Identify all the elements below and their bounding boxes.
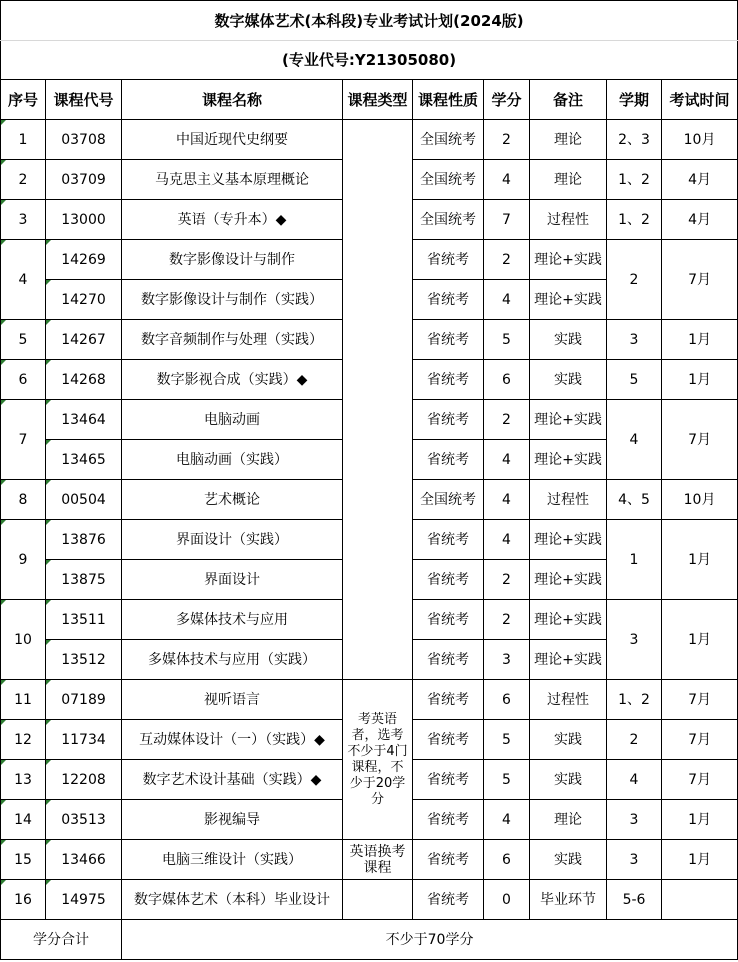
cell-note: 理论+实践 — [530, 240, 607, 280]
cell-nature: 省统考 — [413, 240, 484, 280]
cell-credit: 4 — [484, 520, 530, 560]
cell-code: 13464 — [46, 400, 122, 440]
header-name: 课程名称 — [122, 80, 343, 120]
cell-marker-icon — [46, 840, 51, 845]
cell-marker-icon — [46, 400, 51, 405]
cell-name: 数字音频制作与处理（实践） — [122, 320, 343, 360]
cell-exam-time: 10月 — [662, 480, 738, 520]
cell-nature: 省统考 — [413, 720, 484, 760]
cell-name: 多媒体技术与应用 — [122, 600, 343, 640]
cell-type-english-option: 考英语者，选考不少于4门课程，不少于20学分 — [343, 680, 413, 840]
cell-semester: 3 — [607, 600, 662, 680]
cell-code: 14270 — [46, 280, 122, 320]
header-type: 课程类型 — [343, 80, 413, 120]
total-label: 学分合计 — [1, 920, 122, 960]
header-code: 课程代号 — [46, 80, 122, 120]
cell-exam-time: 4月 — [662, 200, 738, 240]
cell-nature: 省统考 — [413, 440, 484, 480]
cell-code: 14268 — [46, 360, 122, 400]
cell-credit: 4 — [484, 280, 530, 320]
cell-credit: 2 — [484, 240, 530, 280]
cell-credit: 2 — [484, 600, 530, 640]
cell-marker-icon — [1, 480, 6, 485]
cell-nature: 省统考 — [413, 560, 484, 600]
cell-nature: 省统考 — [413, 320, 484, 360]
cell-name: 数字影像设计与制作（实践） — [122, 280, 343, 320]
cell-name: 影视编导 — [122, 800, 343, 840]
cell-seq: 10 — [1, 600, 46, 680]
cell-credit: 5 — [484, 320, 530, 360]
cell-exam-time — [662, 880, 738, 920]
cell-name: 视听语言 — [122, 680, 343, 720]
cell-exam-time: 7月 — [662, 240, 738, 320]
cell-marker-icon — [46, 800, 51, 805]
cell-code: 00504 — [46, 480, 122, 520]
cell-seq: 16 — [1, 880, 46, 920]
major-code: (专业代号:Y21305080) — [1, 41, 738, 80]
cell-note: 理论+实践 — [530, 640, 607, 680]
cell-code: 13511 — [46, 600, 122, 640]
cell-seq: 2 — [1, 160, 46, 200]
cell-nature: 全国统考 — [413, 200, 484, 240]
cell-code: 13512 — [46, 640, 122, 680]
cell-marker-icon — [46, 360, 51, 365]
cell-seq: 9 — [1, 520, 46, 600]
cell-nature: 省统考 — [413, 280, 484, 320]
cell-credit: 6 — [484, 680, 530, 720]
cell-code: 13465 — [46, 440, 122, 480]
cell-marker-icon — [46, 880, 51, 885]
cell-code: 03708 — [46, 120, 122, 160]
header-semester: 学期 — [607, 80, 662, 120]
cell-type — [343, 880, 413, 920]
cell-semester: 3 — [607, 800, 662, 840]
cell-note: 理论+实践 — [530, 440, 607, 480]
cell-code: 11734 — [46, 720, 122, 760]
header-note: 备注 — [530, 80, 607, 120]
cell-marker-icon — [46, 760, 51, 765]
cell-type-english-replace: 英语换考课程 — [343, 840, 413, 880]
cell-seq: 1 — [1, 120, 46, 160]
cell-note: 理论 — [530, 120, 607, 160]
cell-seq: 4 — [1, 240, 46, 320]
cell-marker-icon — [1, 120, 6, 125]
cell-seq: 14 — [1, 800, 46, 840]
cell-code: 14269 — [46, 240, 122, 280]
cell-name: 电脑动画（实践） — [122, 440, 343, 480]
cell-nature: 全国统考 — [413, 160, 484, 200]
cell-exam-time: 4月 — [662, 160, 738, 200]
cell-marker-icon — [1, 400, 6, 405]
cell-seq: 12 — [1, 720, 46, 760]
cell-seq: 7 — [1, 400, 46, 480]
cell-exam-time: 1月 — [662, 800, 738, 840]
cell-name: 艺术概论 — [122, 480, 343, 520]
cell-code: 13000 — [46, 200, 122, 240]
cell-exam-time: 7月 — [662, 720, 738, 760]
page-title: 数字媒体艺术(本科段)专业考试计划(2024版) — [1, 1, 738, 41]
cell-marker-icon — [46, 560, 51, 565]
cell-marker-icon — [46, 280, 51, 285]
cell-name: 中国近现代史纲要 — [122, 120, 343, 160]
cell-credit: 3 — [484, 640, 530, 680]
cell-semester: 3 — [607, 840, 662, 880]
cell-nature: 省统考 — [413, 520, 484, 560]
cell-semester: 4、5 — [607, 480, 662, 520]
cell-marker-icon — [1, 840, 6, 845]
cell-semester: 5-6 — [607, 880, 662, 920]
cell-nature: 全国统考 — [413, 120, 484, 160]
cell-credit: 4 — [484, 480, 530, 520]
cell-note: 理论 — [530, 800, 607, 840]
cell-exam-time: 1月 — [662, 320, 738, 360]
cell-seq: 15 — [1, 840, 46, 880]
cell-seq: 5 — [1, 320, 46, 360]
cell-name: 界面设计（实践） — [122, 520, 343, 560]
cell-note: 过程性 — [530, 480, 607, 520]
cell-name: 数字媒体艺术（本科）毕业设计 — [122, 880, 343, 920]
table-row — [1, 840, 738, 880]
cell-exam-time: 7月 — [662, 400, 738, 480]
header-row — [1, 80, 738, 120]
cell-code: 03513 — [46, 800, 122, 840]
cell-name: 电脑三维设计（实践） — [122, 840, 343, 880]
cell-name: 电脑动画 — [122, 400, 343, 440]
cell-semester: 2 — [607, 720, 662, 760]
cell-name: 界面设计 — [122, 560, 343, 600]
cell-type — [343, 120, 413, 680]
cell-semester: 1 — [607, 520, 662, 600]
cell-note: 理论 — [530, 160, 607, 200]
cell-semester: 1、2 — [607, 680, 662, 720]
cell-marker-icon — [1, 680, 6, 685]
cell-marker-icon — [1, 520, 6, 525]
cell-seq: 6 — [1, 360, 46, 400]
cell-name: 数字艺术设计基础（实践）◆ — [122, 760, 343, 800]
cell-code: 07189 — [46, 680, 122, 720]
cell-marker-icon — [46, 480, 51, 485]
cell-credit: 0 — [484, 880, 530, 920]
cell-marker-icon — [46, 680, 51, 685]
cell-code: 12208 — [46, 760, 122, 800]
table-row — [1, 880, 738, 920]
cell-semester: 3 — [607, 320, 662, 360]
cell-credit: 4 — [484, 800, 530, 840]
cell-exam-time: 7月 — [662, 680, 738, 720]
cell-exam-time: 1月 — [662, 520, 738, 600]
total-value: 不少于70学分 — [122, 920, 738, 960]
cell-name: 马克思主义基本原理概论 — [122, 160, 343, 200]
cell-note: 实践 — [530, 320, 607, 360]
cell-marker-icon — [1, 320, 6, 325]
cell-credit: 6 — [484, 360, 530, 400]
cell-nature: 省统考 — [413, 880, 484, 920]
cell-credit: 4 — [484, 440, 530, 480]
cell-marker-icon — [46, 240, 51, 245]
cell-marker-icon — [46, 440, 51, 445]
cell-code: 13466 — [46, 840, 122, 880]
cell-note: 过程性 — [530, 200, 607, 240]
table-row — [1, 680, 738, 720]
cell-seq: 11 — [1, 680, 46, 720]
cell-nature: 省统考 — [413, 760, 484, 800]
header-credit: 学分 — [484, 80, 530, 120]
cell-marker-icon — [46, 320, 51, 325]
cell-marker-icon — [46, 520, 51, 525]
header-exam-time: 考试时间 — [662, 80, 738, 120]
cell-name: 多媒体技术与应用（实践） — [122, 640, 343, 680]
cell-marker-icon — [1, 160, 6, 165]
cell-semester: 1、2 — [607, 160, 662, 200]
cell-note: 毕业环节 — [530, 880, 607, 920]
cell-marker-icon — [1, 200, 6, 205]
cell-note: 理论+实践 — [530, 280, 607, 320]
total-row — [1, 920, 738, 960]
table-row — [1, 120, 738, 160]
cell-note: 实践 — [530, 760, 607, 800]
cell-code: 14975 — [46, 880, 122, 920]
cell-note: 实践 — [530, 720, 607, 760]
cell-exam-time: 1月 — [662, 360, 738, 400]
cell-marker-icon — [1, 360, 6, 365]
cell-nature: 省统考 — [413, 400, 484, 440]
cell-nature: 省统考 — [413, 640, 484, 680]
cell-seq: 8 — [1, 480, 46, 520]
cell-name: 数字影视合成（实践）◆ — [122, 360, 343, 400]
cell-credit: 7 — [484, 200, 530, 240]
cell-marker-icon — [1, 800, 6, 805]
cell-nature: 省统考 — [413, 600, 484, 640]
cell-credit: 2 — [484, 560, 530, 600]
cell-marker-icon — [1, 880, 6, 885]
cell-seq: 13 — [1, 760, 46, 800]
cell-marker-icon — [46, 600, 51, 605]
header-seq: 序号 — [1, 80, 46, 120]
cell-seq: 3 — [1, 200, 46, 240]
cell-credit: 2 — [484, 120, 530, 160]
cell-semester: 4 — [607, 400, 662, 480]
cell-exam-time: 1月 — [662, 600, 738, 680]
cell-exam-time: 10月 — [662, 120, 738, 160]
cell-nature: 省统考 — [413, 360, 484, 400]
cell-exam-time: 7月 — [662, 760, 738, 800]
header-nature: 课程性质 — [413, 80, 484, 120]
cell-note: 实践 — [530, 840, 607, 880]
cell-code: 03709 — [46, 160, 122, 200]
cell-marker-icon — [46, 640, 51, 645]
cell-marker-icon — [1, 760, 6, 765]
cell-nature: 全国统考 — [413, 480, 484, 520]
cell-code: 13876 — [46, 520, 122, 560]
cell-credit: 4 — [484, 160, 530, 200]
cell-code: 13875 — [46, 560, 122, 600]
cell-note: 理论+实践 — [530, 400, 607, 440]
cell-marker-icon — [1, 600, 6, 605]
cell-name: 英语（专升本）◆ — [122, 200, 343, 240]
cell-semester: 2 — [607, 240, 662, 320]
cell-marker-icon — [1, 720, 6, 725]
cell-exam-time: 1月 — [662, 840, 738, 880]
cell-code: 14267 — [46, 320, 122, 360]
cell-nature: 省统考 — [413, 800, 484, 840]
cell-note: 过程性 — [530, 680, 607, 720]
cell-credit: 6 — [484, 840, 530, 880]
cell-credit: 2 — [484, 400, 530, 440]
cell-semester: 2、3 — [607, 120, 662, 160]
cell-nature: 省统考 — [413, 680, 484, 720]
cell-credit: 5 — [484, 720, 530, 760]
cell-name: 互动媒体设计（一）（实践）◆ — [122, 720, 343, 760]
cell-note: 理论+实践 — [530, 520, 607, 560]
cell-marker-icon — [1, 240, 6, 245]
cell-note: 实践 — [530, 360, 607, 400]
cell-marker-icon — [46, 720, 51, 725]
cell-semester: 1、2 — [607, 200, 662, 240]
cell-note: 理论+实践 — [530, 600, 607, 640]
cell-semester: 5 — [607, 360, 662, 400]
cell-credit: 5 — [484, 760, 530, 800]
cell-nature: 省统考 — [413, 840, 484, 880]
cell-semester: 4 — [607, 760, 662, 800]
cell-name: 数字影像设计与制作 — [122, 240, 343, 280]
cell-note: 理论+实践 — [530, 560, 607, 600]
